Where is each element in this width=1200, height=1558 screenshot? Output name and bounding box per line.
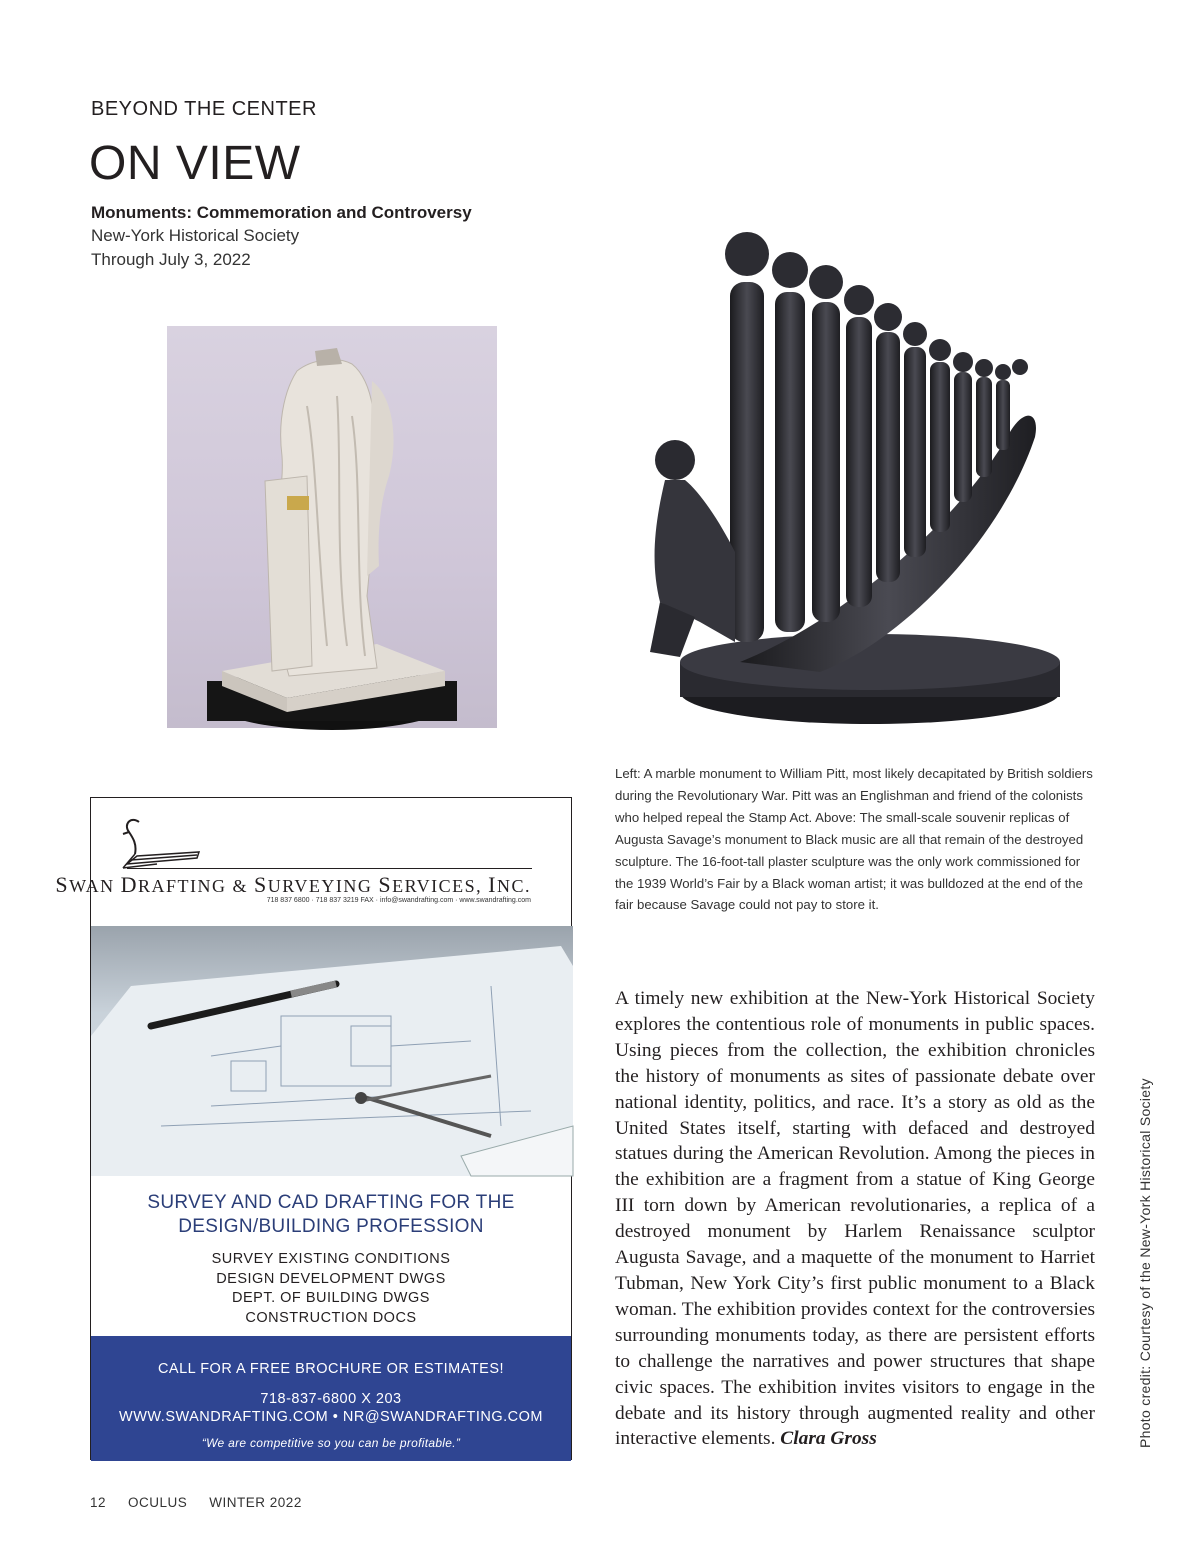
swan-drafting-advertisement[interactable]	[55, 797, 572, 1460]
page-number: 12	[90, 1495, 107, 1510]
ad-headline: SURVEY AND CAD DRAFTING FOR THE DESIGN/BUILDING PROFESSION	[147, 1192, 515, 1237]
ad-header	[55, 798, 571, 926]
service-item: DESIGN DEVELOPMENT DWGS	[216, 1270, 446, 1287]
savage-harp-photo	[640, 222, 1070, 732]
photo-credit: Photo credit: Courtesy of the New-York Historical Society	[1137, 1078, 1153, 1448]
exhibition-title: Monuments: Commemoration and Controversy	[91, 203, 472, 222]
pitt-statue-photo	[167, 326, 497, 728]
service-item: CONSTRUCTION DOCS	[245, 1309, 417, 1326]
section-label: BEYOND THE CENTER	[91, 98, 317, 120]
ad-company-name: SWAN DRAFTING & SURVEYING SERVICES, INC.	[55, 872, 531, 897]
article-text: A timely new exhibition at the New-York Historical Society explores the contentious role of monuments in public spaces. Using pieces from the collection, the exhibition chronicles the history of monuments as sites of passionate debate over national identity, politics, and race. It’s a story as old as the United States itself, starting with defaced and destroyed statues during the American Revolution. Among the pieces in the exhibition are a fragment from a statue of King George III torn down by American revolutionaries, a replica of a destroyed monument by Harlem Renaissance sculptor Augusta Savage, and a maquette of the monument to Harriet Tubman, New York City’s first public monument to a Black woman. The exhibition provides context for the controversies surrounding monuments today, as there are persistent efforts to challenge the narratives and power structures that shape civic spaces. The exhibition invites visitors to engage in the debate and its history through augmented reality and other interactive elements.	[615, 988, 1095, 1450]
ad-contact-line: 718 837 6800 · 718 837 3219 FAX · info@swandrafting.com · www.swandrafting.com	[266, 897, 531, 904]
ad-website-email[interactable]: WWW.SWANDRAFTING.COM • NR@SWANDRAFTING.COM	[119, 1409, 543, 1425]
service-item: SURVEY EXISTING CONDITIONS	[211, 1251, 451, 1267]
photo-caption: Left: A marble monument to William Pitt, most likely decapitated by British soldiers during the Revolutionary War. Pitt was an Englishman and friend of the colonists who helped repeal the Stamp Act. Above: The small-scale souvenir replicas of Augusta Savage’s monument to Black music are all that remain of the destroyed sculpture. The 16-foot-tall plaster sculpture was the only work commissioned for the 1939 World’s Fair by a Black woman artist; it was bulldozed at the end of the fair because Savage could not pay to store it.	[615, 766, 1093, 913]
ad-phone[interactable]: 718-837-6800 X 203	[260, 1391, 402, 1407]
article-byline: Clara Gross	[780, 1428, 877, 1450]
exhibition-venue: New-York Historical Society	[91, 226, 300, 245]
ad-divider	[127, 868, 532, 869]
ad-services-list	[91, 1250, 571, 1328]
ad-contact-panel	[91, 1336, 571, 1461]
issue-date: WINTER 2022	[209, 1495, 302, 1510]
blueprint-photo	[91, 926, 571, 1176]
page-footer	[90, 1495, 324, 1510]
swan-logo-icon	[117, 814, 207, 872]
article-body	[615, 986, 1095, 1452]
ad-call-to-action: CALL FOR A FREE BROCHURE OR ESTIMATES!	[157, 1361, 505, 1377]
ad-tagline: “We are competitive so you can be profitable.”	[201, 1436, 461, 1450]
service-item: DEPT. OF BUILDING DWGS	[232, 1290, 430, 1306]
magazine-name: OCULUS	[128, 1495, 188, 1510]
exhibition-dates: Through July 3, 2022	[91, 250, 251, 269]
page-title: ON VIEW	[89, 137, 301, 190]
